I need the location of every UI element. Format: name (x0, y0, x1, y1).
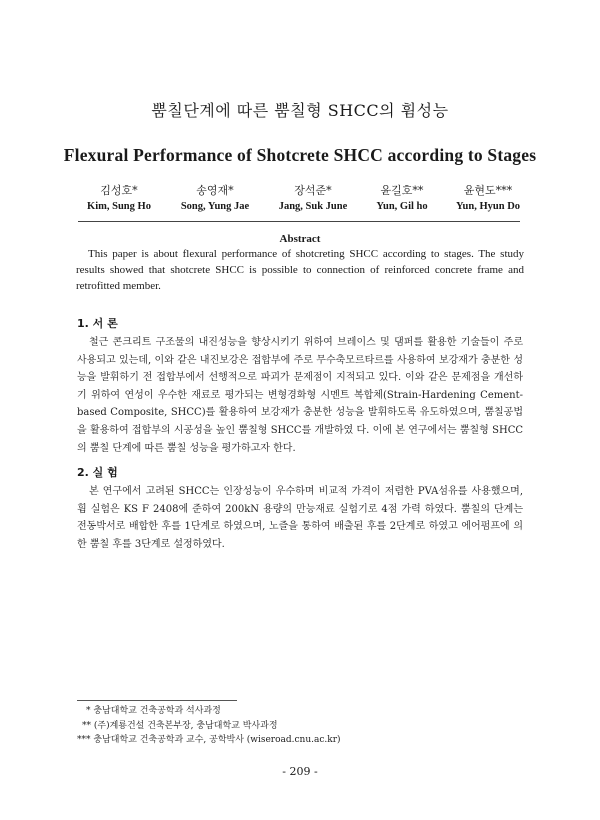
abstract-text: This paper is about flexural performance of shotcreting SHCC according to stages. The study results showed that shotcrete SHCC is possible to connection of reinforced concrete frame and retrofitted member. (76, 248, 524, 292)
author-name-en: Yun, Gil ho (376, 201, 428, 212)
author-name-kr: 장석준* (294, 184, 332, 197)
footnote-1: * 충남대학교 건축공학과 석사과정 (86, 706, 221, 716)
author-1 (64, 183, 174, 215)
author-5 (433, 183, 543, 215)
section-body-experiment: 본 연구에서 고려된 SHCC는 인장성능이 우수하며 비교적 가격이 저렴한 PVA섬유를 사용했으며, 휨 실험은 KS F 2408에 준하여 200kN 용량의 만능재료 실험기로 4점 가력 하였다. 뿜칠의 단계는 전동박서로 배합한 후를 1단계로 하였으며, 노즐을 통하여 배출된 후를 2단계로 하였고 에어펌프에 의한 뿜칠 후를 3단계로 설정하였다. (77, 486, 523, 550)
footnote-2: ** (주)계룡건설 건축본부장, 충남대학교 박사과정 (82, 720, 278, 731)
author-name-kr: 송영재* (196, 184, 234, 197)
page-number: - 209 - (282, 765, 318, 778)
footnote-divider (77, 700, 237, 701)
author-name-en: Yun, Hyun Do (455, 201, 521, 212)
author-2 (160, 183, 270, 215)
author-name-en: Song, Yung Jae (180, 201, 250, 212)
footnotes (77, 704, 341, 748)
header-divider (78, 221, 520, 222)
footnote-3: *** 충남대학교 건축공학과 교수, 공학박사 (wiseroad.cnu.ac.kr) (77, 735, 341, 745)
title-english: Flexural Performance of Shotcrete SHCC according to Stages (63, 145, 537, 165)
author-name-kr: 김성호* (100, 184, 138, 197)
abstract-heading: Abstract (279, 233, 321, 245)
author-name-kr: 윤길호** (380, 184, 424, 197)
author-name-kr: 윤현도*** (463, 184, 513, 197)
section-body-introduction: 철근 콘크리트 구조물의 내진성능을 향상시키기 위하여 브레이스 및 댐퍼를 활용한 기술들이 주로 사용되고 있는데, 이와 같은 내진보강은 접합부에 주로 무수축모르타르를 사용하여 보강재가 충분한 성능을 발휘하기 전 접합부에서 선행적으로 파괴가 문제점이 지적되고 있다. 이와 같은 문제점을 개선하기 위하여 연성이 우수한 재료로 평가되는 변형경화형 시멘트 복합체(Strain-Hardening Cement-based Composite, SHCC)를 활용하여 보강재가 충분한 성능을 발휘하도록 유도하였으며, 뿜칠공법을 활용하여 접합부의 시공성을 높인 뿜칠형 SHCC를 개발하였 다. 이에 본 연구에서는 뿜칠형 SHCC의 뿜칠 단계에 따른 뿜칠 성능을 평가하고자 한다. (77, 337, 523, 454)
title-korean: 뿜칠단계에 따른 뿜칠형 SHCC의 휨성능 (151, 101, 449, 120)
author-list (0, 183, 600, 219)
section-heading-experiment: 2. 실 험 (77, 466, 118, 479)
author-name-en: Kim, Sung Ho (87, 201, 151, 212)
section-heading-introduction: 1. 서 론 (77, 317, 118, 330)
author-name-en: Jang, Suk June (278, 201, 348, 212)
